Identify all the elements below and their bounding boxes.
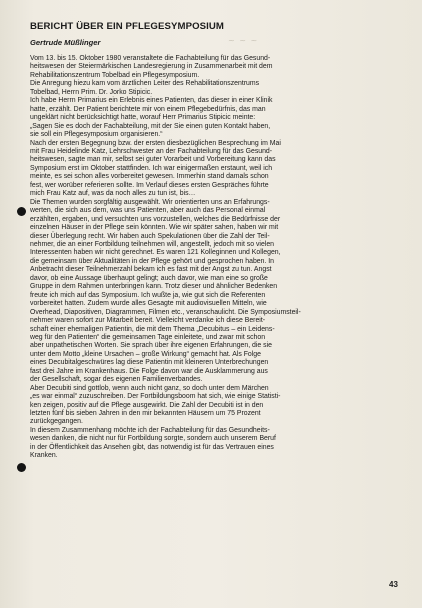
- body-line: Aber Decubiti sind gottlob, wenn auch nicht ganz, so doch unter dem Märchen: [30, 384, 269, 392]
- body-line: wesen danken, die nicht nur für Fortbildung sorgte, sondern auch unserem Beruf: [30, 435, 276, 443]
- body-line: nehmer waren sofort zur Mitarbeit bereit. Vielleicht verdanke ich diese Bereit-: [30, 317, 266, 325]
- faded-stamp: ~ ~ ~: [228, 36, 259, 45]
- body-line: Ich habe Herrn Primarius ein Erlebnis eines Patienten, das dieser in einer Klinik: [30, 97, 273, 105]
- body-line: Overhead, Diapositiven, Diagrammen, Filmen etc., veranschaulicht. Die Symposiumsteil-: [30, 308, 301, 316]
- body-line: Kranken.: [30, 452, 58, 460]
- body-line: davor, ob eine Aussage überhaupt gelingt; auch davor, wie man eine so große: [30, 274, 268, 282]
- body-line: heitswesen der Steiermärkischen Landesregierung in Zusammenarbeit mit dem: [30, 63, 273, 71]
- body-line: einzelnen Häuser in der Pflege sein könnten. Wie wir später sahen, haben wir mit: [30, 224, 279, 232]
- body-line: in der Öffentlichkeit das Ansehen gibt, das notwendig ist für das Vertrauen eines: [30, 443, 274, 451]
- body-line: freute ich mich auf das Symposium. Ich wußte ja, wie gut sich die Referenten: [30, 291, 266, 299]
- body-line: weg für den Patienten“ die gemeinsamen Tage einleitete, und zwar mit schon: [30, 333, 266, 341]
- body-line: die gemeinsam über Aktualitäten in der Pflege gehört und gesprochen haben. In: [30, 257, 275, 265]
- body-line: eines Decubitalgeschwüres lag diese Patientin mit kleineren Unterbrechungen: [30, 359, 269, 367]
- body-line: ungeklärt nicht berücksichtigt hatte, worauf Herr Primarius Stipicic meinte:: [30, 114, 256, 122]
- body-line: Die Themen wurden sorgfältig ausgewählt. Wir orientierten uns an Erfahrungs-: [30, 198, 270, 206]
- body-line: sie soll ein Pflegesymposium organisieren.“: [30, 131, 163, 139]
- body-line: Symposium erst im Oktober stattfinden. Ich war einigermaßen erstaunt, weil ich: [30, 164, 273, 172]
- article-body: [30, 55, 402, 461]
- body-line: erzählten, ergaben, und versuchten uns vorzustellen, welches die Bedürfnisse der: [30, 215, 281, 223]
- body-line: werten, die sich aus dem, was uns Patienten, aber auch das Personal einmal: [30, 207, 266, 215]
- body-line: heitswesen, sagte man mir, selbst sei guter Vorarbeit und Vorbereitung kann das: [30, 156, 276, 164]
- body-line: Rehabilitationszentrum Tobelbad ein Pflegesymposium.: [30, 71, 200, 79]
- body-line: Die Anregung hiezu kam vom ärztlichen Leiter des Rehabilitationszentrums: [30, 80, 260, 88]
- body-line: Vom 13. bis 15. Oktober 1980 veranstaltete die Fachabteilung für das Gesund-: [30, 55, 271, 62]
- body-line: vorbereitet hatten. Zudem wurde alles Gesagte mit audiovisuellen Mitteln, wie: [30, 300, 267, 308]
- body-line: Interessenten haben wir nicht gerechnet. Es waren 121 Kolleginnen und Kollegen,: [30, 249, 281, 257]
- body-line: mit Frau Heidelinde Katz, Lehrschwester an der Fachabteilung für das Gesund-: [30, 147, 273, 155]
- body-line: ken zeigen, positiv auf die Pflege ausgewirkt. Die Zahl der Decubiti ist in den: [30, 401, 264, 409]
- body-line: der Gesellschaft, sogar des eigenen Familienverbandes.: [30, 376, 203, 384]
- body-line: Tobelbad, Herrn Prim. Dr. Jorko Stipicic.: [30, 88, 153, 96]
- body-line: Gruppe in dem Rahmen unterbringen kann. Trotz dieser und ähnlicher Bedenken: [30, 283, 278, 291]
- body-line: „es war einmal“ zuzuschreiben. Der Fortbildungsboom hat sich, wie einige Statisti-: [30, 393, 281, 401]
- body-line: schaft einer ehemaligen Patientin, die mit dem Thema „Decubitus – ein Leidens-: [30, 325, 275, 333]
- punch-hole: [17, 207, 26, 216]
- body-line: aber unpathetischen Worten. Sie sprach über ihre eigenen Erfahrungen, die sie: [30, 342, 272, 350]
- punch-hole: [17, 463, 26, 472]
- body-line: unter dem Motto „kleine Ursachen – große Wirkung“ gemacht hat. Als Folge: [30, 350, 261, 358]
- body-line: Nach der ersten Begegnung bzw. der ersten diesbezüglichen Besprechung im Mai: [30, 139, 281, 147]
- body-line: Anbetracht dieser Teilnehmerzahl bekam ich es fast mit der Angst zu tun. Angst: [30, 266, 272, 274]
- body-line: nehmer, die an einer Fortbildung teilnehmen will, angestellt, jedoch mit so vielen: [30, 240, 274, 248]
- body-line: In diesem Zusammenhang möchte ich der Fachabteilung für das Gesundheits-: [30, 426, 270, 434]
- body-line: meinte, es sei schon alles vorbereitet gewesen. Immerhin stand damals schon: [30, 173, 269, 181]
- page-number: 43: [389, 580, 398, 589]
- article-author: Gertrude Müßlinger: [30, 38, 101, 47]
- body-line: zurückgegangen.: [30, 418, 83, 426]
- body-line: dieser Überlegung recht. Wir haben auch Spekulationen über die Zahl der Teil-: [30, 232, 270, 240]
- body-line: „Sagen Sie es doch der Fachabteilung, mit der Sie einen guten Kontakt haben,: [30, 122, 271, 130]
- body-line: letzten fünf bis sieben Jahren in den mir bekannten Häusern um 75 Prozent: [30, 410, 261, 418]
- body-line: fast drei Jahre im Krankenhaus. Die Folge davon war die Ausklammerung aus: [30, 367, 268, 375]
- body-line: hatte, erzählt. Der Patient berichtete mir von einem Pflegebedürfnis, das man: [30, 105, 266, 113]
- body-line: mich Frau Katz auf, was da noch alles zu tun ist, bis…: [30, 190, 196, 198]
- article-title: BERICHT ÜBER EIN PFLEGESYMPOSIUM: [30, 21, 225, 32]
- body-line: fest, wer worüber referieren sollte. Im Verlauf dieses ersten Gespräches führte: [30, 181, 269, 189]
